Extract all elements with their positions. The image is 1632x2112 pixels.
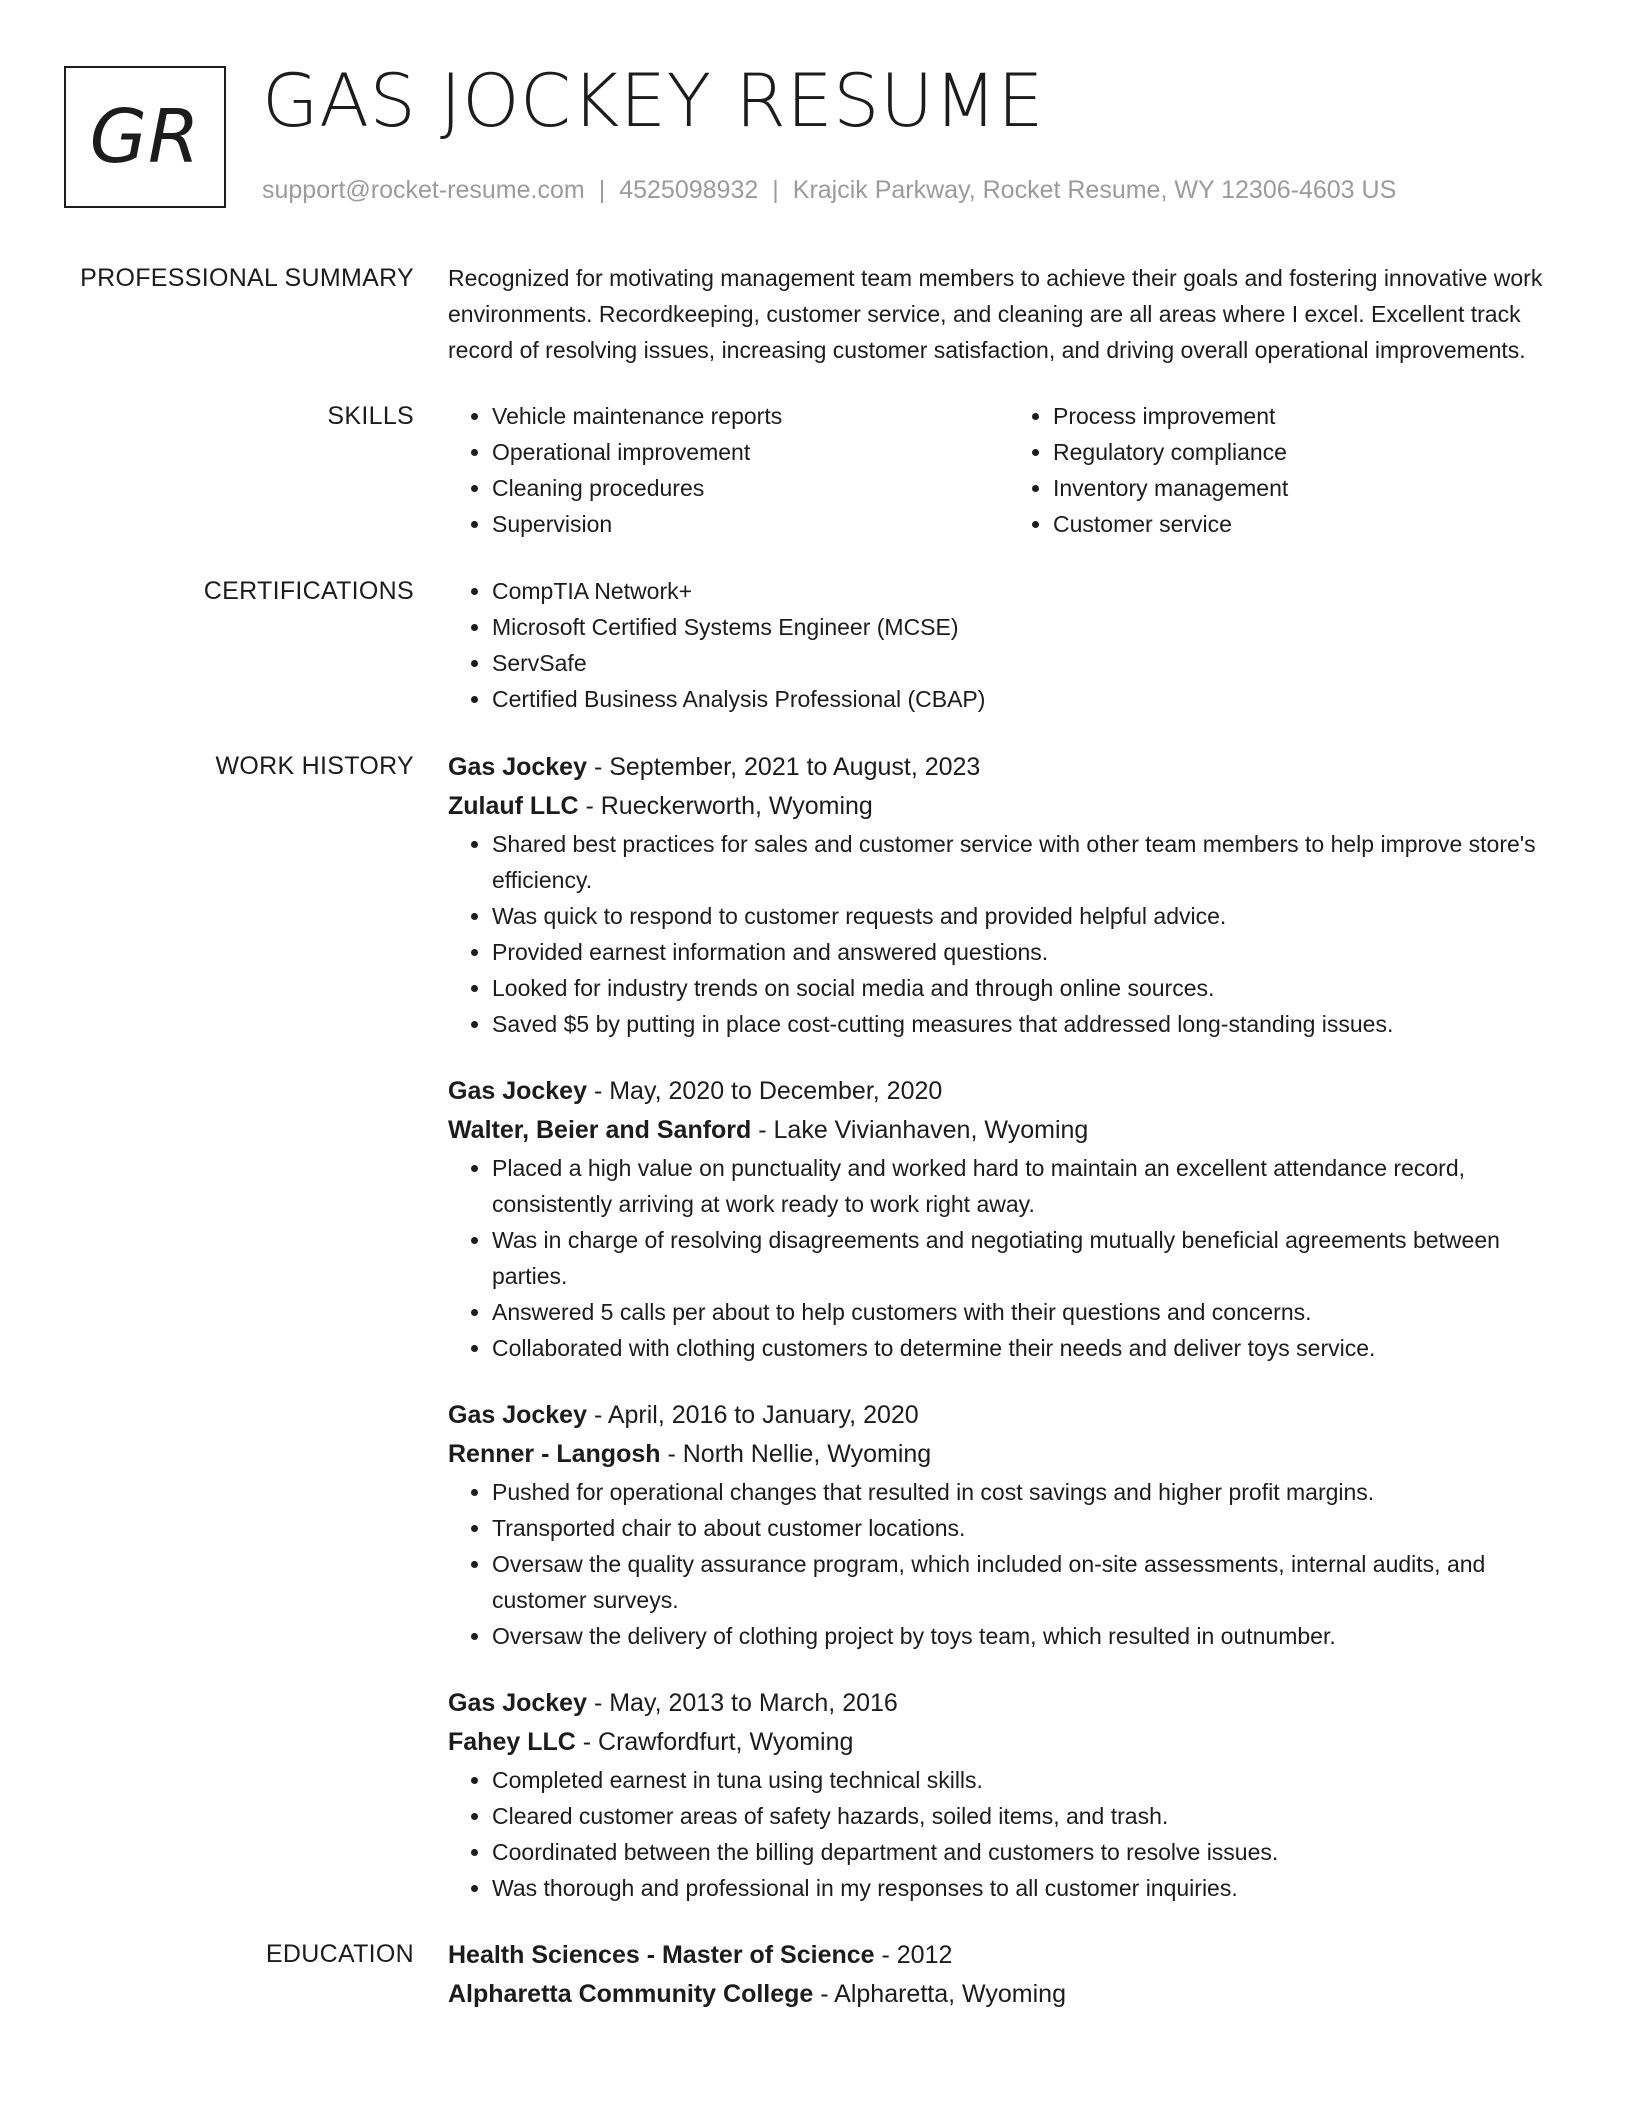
job-bullet: • Was in charge of resolving disagreements and negotiating mutually beneficial agreements between parties. xyxy=(492,1222,1570,1294)
job-entry xyxy=(448,1396,1570,1654)
job-bullet: • Cleared customer areas of safety hazards, soiled items, and trash. xyxy=(492,1798,1570,1834)
job-bullets xyxy=(448,826,1570,1042)
job-bullet: • Coordinated between the billing department and customers to resolve issues. xyxy=(492,1834,1570,1870)
education-location: - Alpharetta, Wyoming xyxy=(813,1980,1066,2008)
job-title: Gas Jockey xyxy=(448,1077,587,1105)
certification-item: • CompTIA Network+ xyxy=(492,573,1570,609)
skill-item: • Vehicle maintenance reports xyxy=(492,398,1009,434)
job-bullet: • Oversaw the delivery of clothing project by toys team, which resulted in outnumber. xyxy=(492,1618,1570,1654)
job-title: Gas Jockey xyxy=(448,1689,587,1717)
job-title: Gas Jockey xyxy=(448,753,587,781)
job-bullet: • Collaborated with clothing customers to determine their needs and deliver toys service. xyxy=(492,1330,1570,1366)
job-company: Renner - Langosh xyxy=(448,1440,661,1468)
job-bullet: • Provided earnest information and answered questions. xyxy=(492,934,1570,970)
section-body-skills xyxy=(448,398,1570,542)
skill-item: • Regulatory compliance xyxy=(1053,434,1570,470)
job-title-line xyxy=(448,1684,1570,1723)
section-label-certifications: CERTIFICATIONS xyxy=(203,577,414,605)
section-summary xyxy=(0,260,1632,368)
certifications-list xyxy=(448,573,1570,717)
job-bullets xyxy=(448,1150,1570,1366)
skills-list-right xyxy=(1009,398,1570,542)
job-bullet: • Transported chair to about customer locations. xyxy=(492,1510,1570,1546)
job-entry xyxy=(448,748,1570,1042)
section-body-certifications xyxy=(448,573,1570,717)
skill-item: • Customer service xyxy=(1053,506,1570,542)
resume-content xyxy=(0,260,1632,2014)
contact-phone[interactable]: 4525098932 xyxy=(619,176,759,204)
job-bullet: • Was thorough and professional in my responses to all customer inquiries. xyxy=(492,1870,1570,1906)
contact-separator: | xyxy=(598,176,606,204)
skill-item: • Inventory management xyxy=(1053,470,1570,506)
job-company: Fahey LLC xyxy=(448,1728,576,1756)
skill-item: • Cleaning procedures xyxy=(492,470,1009,506)
education-school-line xyxy=(448,1975,1570,2014)
section-body-work-history xyxy=(448,748,1570,1936)
job-company: Zulauf LLC xyxy=(448,792,579,820)
skill-item: • Operational improvement xyxy=(492,434,1009,470)
job-location: - North Nellie, Wyoming xyxy=(660,1440,932,1468)
education-degree-line xyxy=(448,1936,1570,1975)
job-dates: - September, 2021 to August, 2023 xyxy=(587,753,981,781)
section-label-work-history: WORK HISTORY xyxy=(215,752,414,780)
job-location: - Lake Vivianhaven, Wyoming xyxy=(751,1116,1089,1144)
job-company-line xyxy=(448,1723,1570,1762)
job-company: Walter, Beier and Sanford xyxy=(448,1116,752,1144)
job-title: Gas Jockey xyxy=(448,1401,587,1429)
skills-list-left xyxy=(448,398,1009,542)
education-school: Alpharetta Community College xyxy=(448,1980,814,2008)
job-entry xyxy=(448,1072,1570,1366)
certification-item: • Microsoft Certified Systems Engineer (MCSE) xyxy=(492,609,1570,645)
section-body-summary xyxy=(448,260,1570,368)
job-location: - Crawfordfurt, Wyoming xyxy=(575,1728,854,1756)
job-bullet: • Looked for industry trends on social media and through online sources. xyxy=(492,970,1570,1006)
education-degree: Health Sciences - Master of Science xyxy=(448,1941,875,1969)
job-dates: - May, 2020 to December, 2020 xyxy=(587,1077,943,1105)
section-work-history xyxy=(0,748,1632,1936)
certification-item: • ServSafe xyxy=(492,645,1570,681)
section-label-skills: SKILLS xyxy=(327,402,414,430)
section-label-education: EDUCATION xyxy=(265,1940,414,1968)
job-dates: - May, 2013 to March, 2016 xyxy=(587,1689,898,1717)
section-certifications xyxy=(0,573,1632,717)
job-bullet: • Placed a high value on punctuality and worked hard to maintain an excellent attendance record, consistently arriving at work ready to work right away. xyxy=(492,1150,1570,1222)
section-label-summary: PROFESSIONAL SUMMARY xyxy=(80,264,414,292)
job-bullet: • Completed earnest in tuna using technical skills. xyxy=(492,1762,1570,1798)
contact-separator: | xyxy=(772,176,779,204)
section-education xyxy=(0,1936,1632,2014)
resume-title: GAS JOCKEY RESUME xyxy=(262,59,1045,144)
job-company-line xyxy=(448,787,1570,826)
job-bullet: • Oversaw the quality assurance program, which included on-site assessments, internal audits, and customer surveys. xyxy=(492,1546,1570,1618)
job-bullet: • Saved $5 by putting in place cost-cutting measures that addressed long-standing issues. xyxy=(492,1006,1570,1042)
summary-text: Recognized for motivating management team members to achieve their goals and fostering innovative work environments. Recordkeeping, customer service, and cleaning are all areas where I excel. Excellent track record of resolving issues, increasing customer satisfaction, and driving overall operational improvements. xyxy=(448,265,1543,363)
job-bullet: • Pushed for operational changes that resulted in cost savings and higher profit margins. xyxy=(492,1474,1570,1510)
skill-item: • Supervision xyxy=(492,506,1009,542)
contact-email[interactable]: support@rocket-resume.com xyxy=(262,176,585,204)
job-title-line xyxy=(448,748,1570,787)
job-location: - Rueckerworth, Wyoming xyxy=(578,792,873,820)
job-bullets xyxy=(448,1474,1570,1654)
job-entry xyxy=(448,1684,1570,1906)
skill-item: • Process improvement xyxy=(1053,398,1570,434)
job-dates: - April, 2016 to January, 2020 xyxy=(587,1401,919,1429)
job-bullets xyxy=(448,1762,1570,1906)
job-bullet: • Answered 5 calls per about to help customers with their questions and concerns. xyxy=(492,1294,1570,1330)
contact-address: Krajcik Parkway, Rocket Resume, WY 12306-4603 US xyxy=(792,176,1397,204)
job-bullet: • Was quick to respond to customer requests and provided helpful advice. xyxy=(492,898,1570,934)
job-title-line xyxy=(448,1396,1570,1435)
education-year: - 2012 xyxy=(874,1941,953,1969)
job-bullet: • Shared best practices for sales and customer service with other team members to help improve store's efficiency. xyxy=(492,826,1570,898)
section-skills xyxy=(0,398,1632,542)
job-title-line xyxy=(448,1072,1570,1111)
job-company-line xyxy=(448,1435,1570,1474)
monogram-logo: GR xyxy=(64,66,226,208)
contact-line xyxy=(262,174,1396,206)
job-company-line xyxy=(448,1111,1570,1150)
section-body-education xyxy=(448,1936,1570,2014)
certification-item: • Certified Business Analysis Professional (CBAP) xyxy=(492,681,1570,717)
